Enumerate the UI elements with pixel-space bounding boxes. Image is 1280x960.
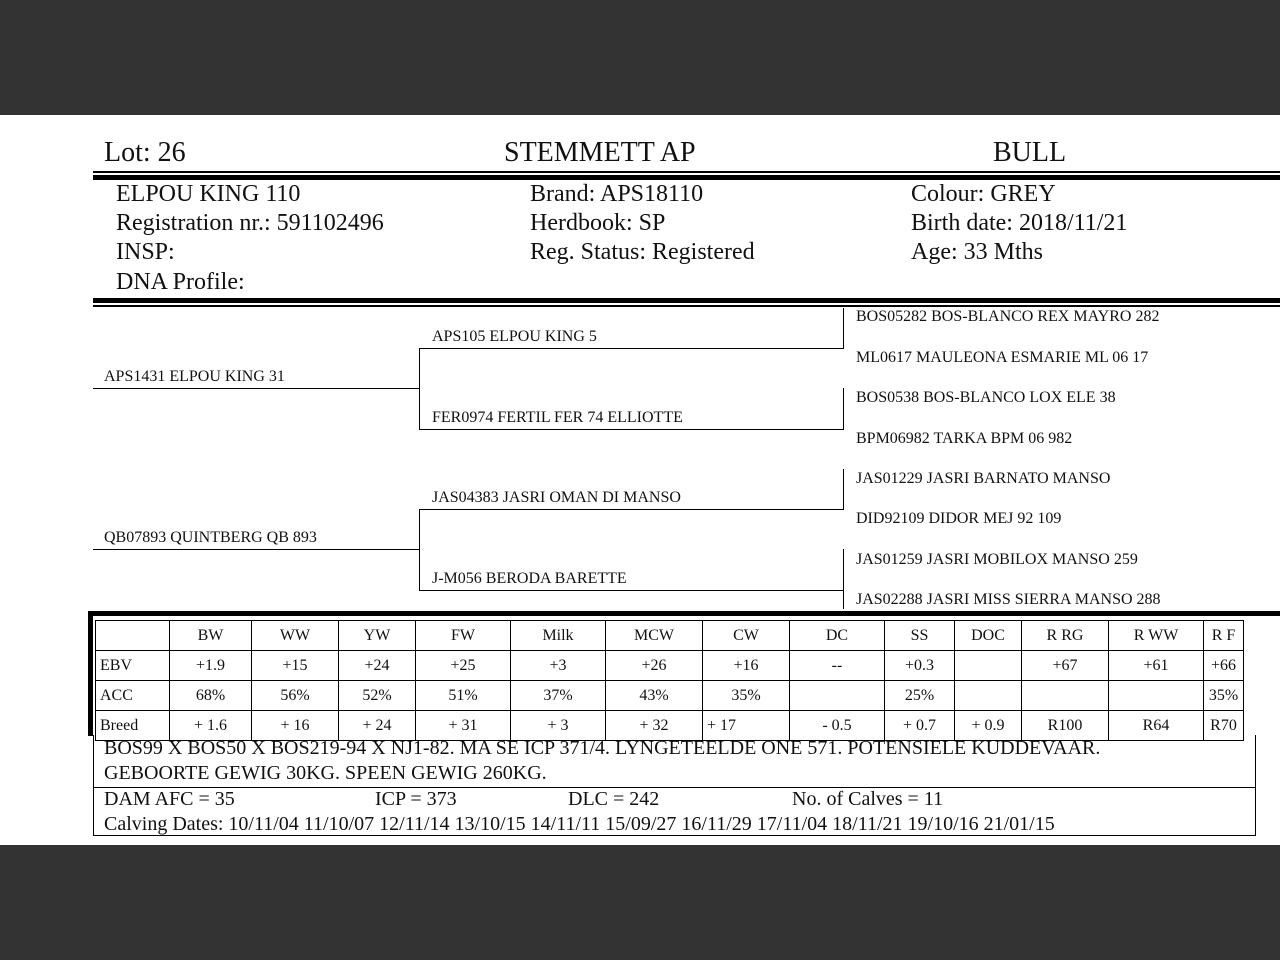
breeder-name: STEMMETT AP (504, 137, 696, 168)
ebv-left-border (88, 611, 93, 736)
header-rule-thin (93, 171, 1280, 173)
header-rule-thick (93, 175, 1280, 180)
remarks-line-1: BOS99 X BOS50 X BOS219-94 X NJ1-82. MA SE ICP 371/4. LYNGETEELDE ONE 571. POTENSIELE KUDDEVAAR. (104, 737, 1101, 759)
dam-dlc: DLC = 242 (568, 788, 660, 810)
insp-label: INSP: (116, 239, 175, 265)
registration-status: Reg. Status: Registered (530, 239, 755, 265)
dna-profile-label: DNA Profile: (116, 269, 245, 295)
dam-afc: DAM AFC = 35 (104, 788, 235, 810)
pedigree-ggp: BOS0538 BOS-BLANCO LOX ELE 38 (856, 389, 1116, 406)
ebv-table (95, 620, 1244, 741)
pedigree-dam-sire: JAS04383 JASRI OMAN DI MANSO (432, 489, 681, 506)
colour: Colour: GREY (911, 181, 1056, 207)
lot-number: Lot: 26 (104, 137, 186, 168)
pedigree-sire: APS1431 ELPOU KING 31 (104, 368, 285, 385)
pedigree-dam: QB07893 QUINTBERG QB 893 (104, 529, 317, 546)
pedigree-ggp: JAS01229 JASRI BARNATO MANSO (856, 470, 1111, 487)
herdbook: Herdbook: SP (530, 210, 666, 236)
age: Age: 33 Mths (911, 239, 1043, 265)
pedigree-ggp: ML0617 MAULEONA ESMARIE ML 06 17 (856, 349, 1149, 366)
acc-row: ACC 68% 56% 52% 51% 37% 43% 35% 25% 35% (96, 681, 1244, 711)
pedigree-sire-dam: FER0974 FERTIL FER 74 ELLIOTTE (432, 409, 683, 426)
remarks-left-border (93, 735, 94, 836)
breed-row: Breed + 1.6 + 16 + 24 + 31 + 3 + 32 + 17 - 0.5 + 0.7 + 0.9 R100 R64 R70 (96, 711, 1244, 741)
pedigree-ggp: JAS01259 JASRI MOBILOX MANSO 259 (856, 551, 1138, 568)
pedigree-dam-dam: J-M056 BERODA BARETTE (432, 570, 627, 587)
pedigree-ggp: BOS05282 BOS-BLANCO REX MAYRO 282 (856, 308, 1160, 325)
remarks-right-border (1255, 735, 1256, 836)
pedigree-sire-sire: APS105 ELPOU KING 5 (432, 328, 597, 345)
dam-icp: ICP = 373 (375, 788, 457, 810)
pedigree-ggp: JAS02288 JASRI MISS SIERRA MANSO 288 (856, 591, 1161, 608)
registration-number: Registration nr.: 591102496 (116, 210, 384, 236)
calving-dates: Calving Dates: 10/11/04 11/10/07 12/11/14 13/10/15 14/11/11 15/09/27 16/11/29 17/11/04 18/11/21 19/10/16 21/01/15 (104, 813, 1055, 835)
animal-name: ELPOU KING 110 (116, 181, 301, 207)
brand: Brand: APS18110 (530, 181, 704, 207)
remarks-divider (93, 787, 1256, 788)
info-rule-thick (93, 298, 1280, 303)
remarks-bottom-border (93, 835, 1256, 836)
remarks-line-2: GEBOORTE GEWIG 30KG. SPEEN GEWIG 260KG. (104, 762, 547, 784)
animal-sex: BULL (993, 137, 1067, 168)
ebv-row: EBV +1.9 +15 +24 +25 +3 +26 +16 -- +0.3 +67 +61 +66 (96, 651, 1244, 681)
dam-number-of-calves: No. of Calves = 11 (792, 788, 944, 810)
info-rule-thin (93, 305, 1280, 307)
catalogue-sheet (0, 115, 1280, 845)
pedigree-ggp: BPM06982 TARKA BPM 06 982 (856, 430, 1073, 447)
birth-date: Birth date: 2018/11/21 (911, 210, 1128, 236)
ebv-rule-thick (88, 611, 1280, 616)
ebv-header-row: BW WW YW FW Milk MCW CW DC SS DOC R RG R WW R F (96, 621, 1244, 651)
pedigree-ggp: DID92109 DIDOR MEJ 92 109 (856, 510, 1062, 527)
